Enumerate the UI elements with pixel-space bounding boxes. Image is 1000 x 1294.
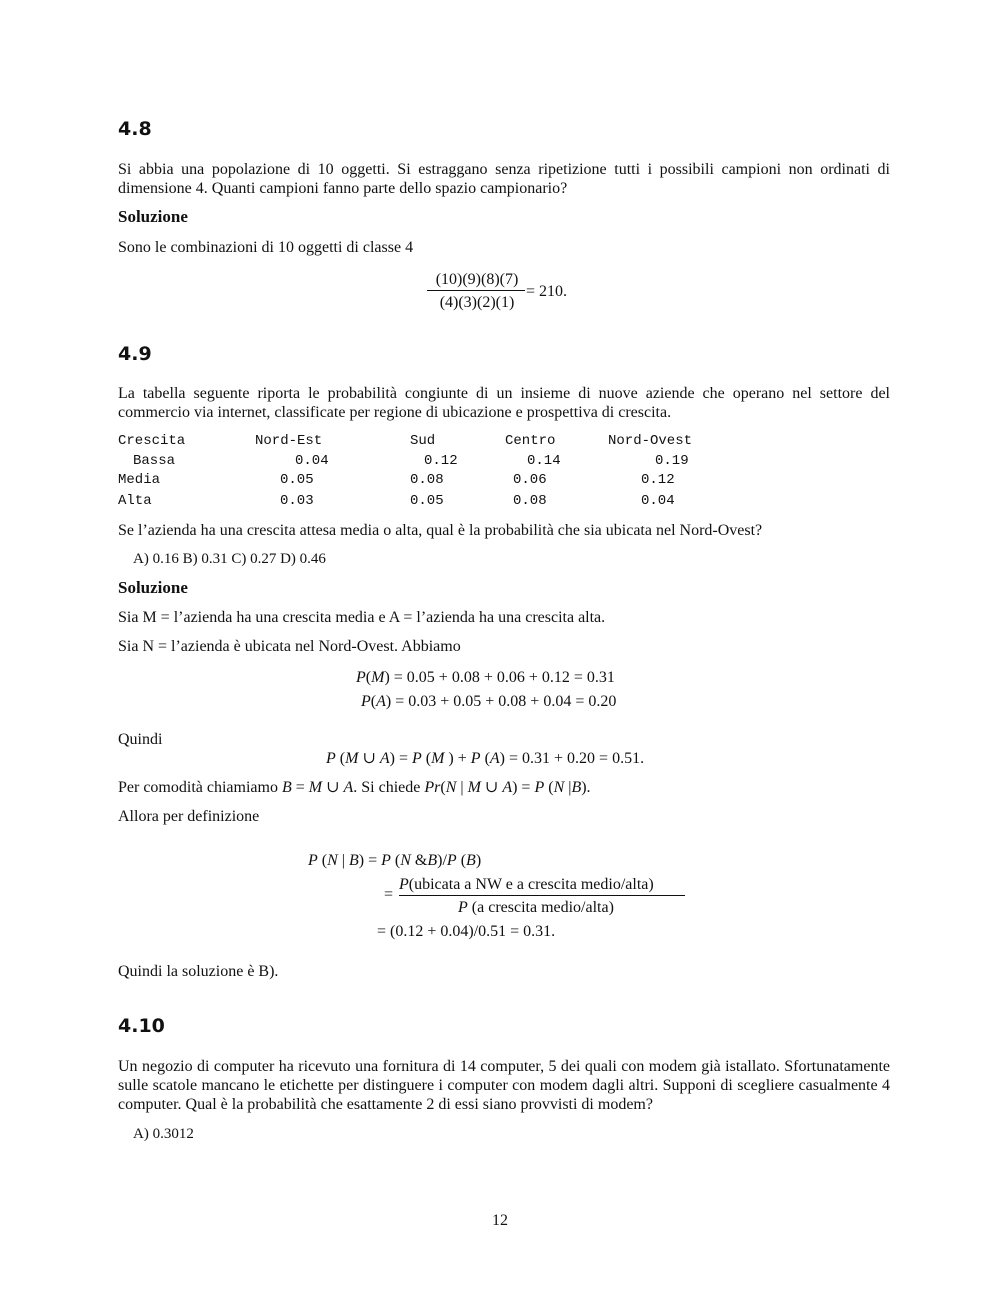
table-cell: 0.06 bbox=[513, 472, 547, 488]
table-cell: 0.19 bbox=[655, 453, 689, 469]
table-header-nord-est: Nord-Est bbox=[255, 433, 323, 449]
table-cell: 0.14 bbox=[527, 453, 561, 469]
problem-4-8: Si abbia una popolazione di 10 oggetti. Si estraggano senza ripetizione tutti i possibili campioni non ordinati di dimensione 4. Quanti campioni fanno parte dello spazio campionario? bbox=[118, 161, 890, 197]
fraction-result: = 210. bbox=[526, 283, 568, 300]
problem-4-9: La tabella seguente riporta le probabilità congiunte di un insieme di nuove aziende che operano nel settore del commercio via internet, classificate per regione di ubicazione e prospettiva di crescita. bbox=[118, 385, 890, 421]
conditional-fraction-bar bbox=[399, 895, 685, 896]
answer-options-4-9: A) 0.16 B) 0.31 C) 0.27 D) 0.46 bbox=[133, 551, 326, 567]
fraction-numerator: (10)(9)(8)(7) bbox=[435, 271, 519, 288]
conclusion-4-9: Quindi la soluzione è B). bbox=[118, 963, 279, 980]
table-cell: 0.08 bbox=[513, 493, 547, 509]
definition-b: Per comodità chiamiamo B = M ∪ A. Si chiede Pr(N | M ∪ A) = P (N |B). bbox=[118, 779, 591, 796]
table-cell: 0.04 bbox=[641, 493, 675, 509]
table-cell: 0.05 bbox=[410, 493, 444, 509]
section-heading-4-10: 4.10 bbox=[118, 1015, 165, 1037]
table-header-nord-ovest: Nord-Ovest bbox=[608, 433, 693, 449]
allora-label: Allora per definizione bbox=[118, 808, 260, 825]
answer-4-10: A) 0.3012 bbox=[133, 1126, 194, 1142]
table-cell: 0.03 bbox=[280, 493, 314, 509]
table-header-crescita: Crescita bbox=[118, 433, 186, 449]
table-row-label: Bassa bbox=[133, 453, 176, 469]
table-cell: 0.12 bbox=[424, 453, 458, 469]
fraction-bar bbox=[427, 290, 525, 291]
solution-text-4-8: Sono le combinazioni di 10 oggetti di classe 4 bbox=[118, 239, 414, 256]
table-cell: 0.12 bbox=[641, 472, 675, 488]
conditional-numerator: P(ubicata a NW e a crescita medio/alta) bbox=[399, 876, 654, 893]
table-cell: 0.04 bbox=[295, 453, 329, 469]
problem-4-10: Un negozio di computer ha ricevuto una fornitura di 14 computer, 5 dei quali con modem già istallato. Sfortunatamente sulle scatole mancano le etichette per distinguere i computer con modem dagli altri. Supponi di scegliere casualmente 4 computer. Qual è la probabilità che esattamente 2 di essi siano provvisti di modem? bbox=[118, 1058, 890, 1113]
equals-sign: = bbox=[384, 886, 394, 903]
table-cell: 0.05 bbox=[280, 472, 314, 488]
quindi-label: Quindi bbox=[118, 731, 163, 748]
page-number: 12 bbox=[492, 1212, 508, 1229]
table-row-label: Media bbox=[118, 472, 161, 488]
final-equation: = (0.12 + 0.04)/0.51 = 0.31. bbox=[377, 923, 556, 940]
question-4-9: Se l’azienda ha una crescita attesa media o alta, qual è la probabilità che sia ubicata nel Nord-Ovest? bbox=[118, 522, 763, 539]
conditional-definition: P (N | B) = P (N &B)/P (B) bbox=[308, 852, 482, 869]
equation-pa: P(A) = 0.03 + 0.05 + 0.08 + 0.04 = 0.20 bbox=[361, 693, 617, 710]
definition-n: Sia N = l’azienda è ubicata nel Nord-Ovest. Abbiamo bbox=[118, 638, 461, 655]
table-row-label: Alta bbox=[118, 493, 152, 509]
equation-pm: P(M) = 0.05 + 0.08 + 0.06 + 0.12 = 0.31 bbox=[356, 669, 615, 686]
table-cell: 0.08 bbox=[410, 472, 444, 488]
section-heading-4-9: 4.9 bbox=[118, 343, 152, 365]
table-header-centro: Centro bbox=[505, 433, 556, 449]
fraction-denominator: (4)(3)(2)(1) bbox=[439, 294, 515, 311]
definition-m-a: Sia M = l’azienda ha una crescita media e A = l’azienda ha una crescita alta. bbox=[118, 609, 606, 626]
solution-title-4-9: Soluzione bbox=[118, 578, 188, 597]
section-heading-4-8: 4.8 bbox=[118, 118, 152, 140]
table-header-sud: Sud bbox=[410, 433, 436, 449]
conditional-denominator: P (a crescita medio/alta) bbox=[458, 899, 614, 916]
union-equation: P (M ∪ A) = P (M ) + P (A) = 0.31 + 0.20 = 0.51. bbox=[326, 750, 645, 767]
solution-title-4-8: Soluzione bbox=[118, 207, 188, 226]
